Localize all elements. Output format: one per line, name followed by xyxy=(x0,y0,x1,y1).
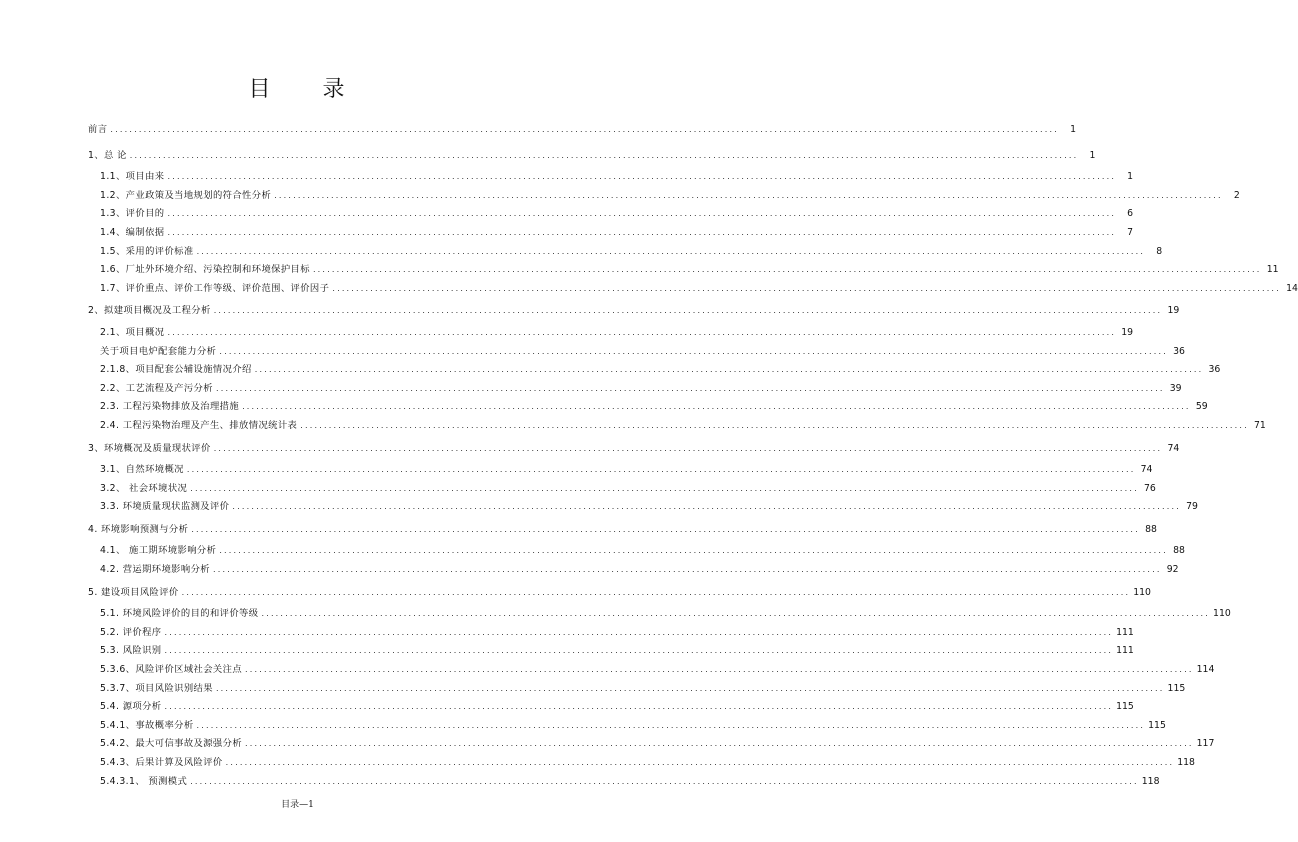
toc-entry[interactable] xyxy=(88,343,1185,362)
toc-dot-leader: ........................................................................................................................................................................................................ xyxy=(215,383,1165,393)
toc-entry-title: 1.6、厂址外环境介绍、污染控制和环境保护目标 xyxy=(100,264,310,276)
toc-dot-leader: ........................................................................................................................................................................................................ xyxy=(181,587,1131,597)
toc-dot-leader: ........................................................................................................................................................................................................ xyxy=(312,265,1262,275)
toc-dot-leader: ........................................................................................................................................................................................................ xyxy=(164,646,1114,656)
toc-entry[interactable] xyxy=(88,436,1180,462)
toc-page-number: 1 xyxy=(1127,171,1134,183)
toc-entry[interactable] xyxy=(88,698,1134,717)
toc-entry-title: 2.1.8、项目配套公辅设施情况介绍 xyxy=(100,364,252,376)
toc-entry[interactable] xyxy=(88,661,1215,680)
toc-dot-leader: ........................................................................................................................................................................................................ xyxy=(212,565,1162,575)
toc-entry-title: 前言 xyxy=(88,124,108,135)
toc-page-number: 1 xyxy=(1070,124,1076,135)
toc-entry[interactable] xyxy=(88,205,1134,224)
toc-dot-leader: ........................................................................................................................................................................................................ xyxy=(274,190,1223,200)
toc-page-number: 111 xyxy=(1116,626,1134,638)
toc-entry-title: 3.1、自然环境概况 xyxy=(100,464,184,476)
toc-page-number: 118 xyxy=(1141,775,1160,787)
toc-dot-leader: ........................................................................................................................................................................................................ xyxy=(213,443,1163,453)
toc-entry-title: 3、环境概况及质量现状评价 xyxy=(88,442,211,454)
toc-entry[interactable] xyxy=(88,561,1179,580)
toc-entry-title: 4.2. 营运期环境影响分析 xyxy=(100,564,210,576)
toc-entry[interactable] xyxy=(88,224,1134,243)
toc-page-number: 19 xyxy=(1167,305,1180,317)
toc-page-number: 88 xyxy=(1145,523,1157,535)
page-footer: 目录—1 xyxy=(281,800,314,810)
toc-entry-title: 5.4.1、事故概率分析 xyxy=(100,719,194,731)
toc-entry-title: 5.4. 源项分析 xyxy=(100,701,162,713)
toc-dot-leader: ........................................................................................................................................................................................................ xyxy=(261,609,1211,619)
toc-entry-title: 2.3. 工程污染物排放及治理措施 xyxy=(100,401,240,413)
toc-entry-title: 4. 环境影响预测与分析 xyxy=(88,523,189,535)
toc-page-number: 117 xyxy=(1196,738,1215,750)
toc-page-number: 74 xyxy=(1167,442,1180,454)
toc-dot-leader: ........................................................................................................................................................................................................ xyxy=(332,283,1281,293)
toc-entry[interactable] xyxy=(88,735,1215,754)
toc-entry-title: 4.1、 施工期环境影响分析 xyxy=(100,545,217,557)
toc-entry-title: 关于项目电炉配套能力分析 xyxy=(100,345,217,357)
toc-entry-title: 5.3. 风险识别 xyxy=(100,645,162,657)
toc-entry[interactable] xyxy=(88,498,1198,517)
toc-entry[interactable] xyxy=(88,243,1163,262)
toc-entry[interactable] xyxy=(88,773,1160,792)
toc-entry[interactable] xyxy=(88,261,1279,280)
toc-entry[interactable] xyxy=(88,380,1182,399)
toc-entry-title: 2.2、工艺流程及产污分析 xyxy=(100,382,213,394)
toc-entry[interactable] xyxy=(88,143,1096,169)
toc-page-number: 79 xyxy=(1186,501,1198,513)
toc-entry[interactable] xyxy=(88,187,1240,206)
toc-entry[interactable] xyxy=(88,680,1186,699)
toc-page-number: 59 xyxy=(1195,401,1208,413)
toc-entry[interactable] xyxy=(88,480,1156,499)
toc-dot-leader: ........................................................................................................................................................................................................ xyxy=(245,665,1194,675)
toc-dot-leader: ........................................................................................................................................................................................................ xyxy=(219,346,1168,356)
toc-dot-leader: ........................................................................................................................................................................................................ xyxy=(219,546,1168,556)
toc-page-number: 14 xyxy=(1286,282,1298,294)
toc-page-number: 110 xyxy=(1133,586,1151,598)
toc-page-number: 115 xyxy=(1148,719,1166,731)
toc-page-number: 74 xyxy=(1140,464,1153,476)
toc-entry[interactable] xyxy=(88,580,1151,606)
toc-dot-leader: ........................................................................................................................................................................................................ xyxy=(190,483,1139,493)
toc-entry[interactable] xyxy=(88,754,1195,773)
toc-entry[interactable] xyxy=(88,717,1166,736)
toc-dot-leader: ........................................................................................................................................................................................................ xyxy=(129,150,1079,160)
toc-dot-leader: ........................................................................................................................................................................................................ xyxy=(167,327,1117,337)
toc-entry-title: 5.3.6、风险评价区域社会关注点 xyxy=(100,664,243,676)
toc-entry-title: 1.4、编制依据 xyxy=(100,226,165,238)
toc-entry[interactable] xyxy=(88,517,1157,543)
toc-dot-leader: ........................................................................................................................................................................................................ xyxy=(164,702,1114,712)
toc-dot-leader: ........................................................................................................................................................................................................ xyxy=(300,420,1249,430)
toc-dot-leader: ........................................................................................................................................................................................................ xyxy=(110,125,1059,134)
toc-entry-title: 1.5、采用的评价标准 xyxy=(100,245,194,257)
toc-page-number: 6 xyxy=(1127,208,1134,220)
toc-entry-title: 1.1、项目由来 xyxy=(100,171,165,183)
toc-page-number: 71 xyxy=(1254,419,1266,431)
toc-entry-title: 5.1. 环境风险评价的目的和评价等级 xyxy=(100,608,259,620)
toc-page-number: 114 xyxy=(1196,664,1215,676)
toc-page-number: 11 xyxy=(1266,264,1279,276)
toc-page-number: 111 xyxy=(1116,645,1134,657)
toc-entry[interactable] xyxy=(88,461,1153,480)
toc-entry-title: 5.4.3、后果计算及风险评价 xyxy=(100,757,223,768)
toc-dot-leader: ........................................................................................................................................................................................................ xyxy=(242,402,1191,412)
toc-entry-title: 2.4. 工程污染物治理及产生、排放情况统计表 xyxy=(100,419,298,431)
toc-page-number: 8 xyxy=(1156,245,1163,257)
table-of-contents xyxy=(88,117,1298,791)
toc-entry[interactable] xyxy=(88,324,1134,343)
toc-page-number: 2 xyxy=(1233,189,1240,201)
toc-entry[interactable] xyxy=(88,168,1134,187)
toc-page-number: 36 xyxy=(1173,345,1185,357)
toc-page-number: 39 xyxy=(1169,382,1182,394)
toc-dot-leader: ........................................................................................................................................................................................................ xyxy=(186,465,1136,475)
toc-dot-leader: ........................................................................................................................................................................................................ xyxy=(167,172,1117,182)
page-title-char-2: 录 xyxy=(322,77,347,102)
toc-entry[interactable] xyxy=(88,605,1231,624)
toc-page-number: 88 xyxy=(1173,545,1185,557)
toc-dot-leader: ........................................................................................................................................................................................................ xyxy=(254,365,1204,375)
toc-dot-leader: ........................................................................................................................................................................................................ xyxy=(196,720,1146,730)
toc-entry-title: 1、总 论 xyxy=(88,149,127,161)
toc-page-number: 19 xyxy=(1121,326,1134,338)
toc-page-number: 7 xyxy=(1127,226,1134,238)
toc-dot-leader: ........................................................................................................................................................................................................ xyxy=(232,502,1181,512)
toc-entry-title: 2、拟建项目概况及工程分析 xyxy=(88,305,211,317)
toc-entry-title: 5. 建设项目风险评价 xyxy=(88,586,179,598)
toc-entry-title: 3.2、 社会环境状况 xyxy=(100,482,188,494)
toc-dot-leader: ........................................................................................................................................................................................................ xyxy=(167,209,1117,219)
toc-entry-title: 1.7、评价重点、评价工作等级、评价范围、评价因子 xyxy=(100,282,330,294)
toc-entry-title: 5.2. 评价程序 xyxy=(100,626,162,638)
toc-entry[interactable] xyxy=(88,280,1298,299)
toc-entry[interactable] xyxy=(88,398,1208,417)
toc-entry-title: 5.3.7、项目风险识别结果 xyxy=(100,682,213,694)
toc-page-number: 92 xyxy=(1166,564,1179,576)
toc-dot-leader: ........................................................................................................................................................................................................ xyxy=(213,306,1163,316)
toc-dot-leader: ........................................................................................................................................................................................................ xyxy=(190,776,1139,786)
page-title xyxy=(0,72,595,103)
toc-page-number: 1 xyxy=(1089,149,1096,161)
toc-entry-title: 3.3. 环境质量现状监测及评价 xyxy=(100,501,230,513)
toc-entry[interactable] xyxy=(88,624,1134,643)
toc-dot-leader: ........................................................................................................................................................................................................ xyxy=(245,739,1194,749)
toc-page-number: 76 xyxy=(1143,482,1156,494)
toc-page-number: 115 xyxy=(1116,701,1134,713)
toc-entry[interactable] xyxy=(88,542,1185,561)
toc-dot-leader: ........................................................................................................................................................................................................ xyxy=(191,524,1140,534)
toc-entry[interactable] xyxy=(88,642,1134,661)
toc-entry-title: 1.2、产业政策及当地规划的符合性分析 xyxy=(100,189,272,201)
toc-dot-leader: ........................................................................................................................................................................................................ xyxy=(167,227,1117,237)
page-title-char-1: 目 xyxy=(248,77,273,102)
toc-dot-leader: ........................................................................................................................................................................................................ xyxy=(215,683,1165,693)
toc-page-number: 110 xyxy=(1213,608,1231,620)
toc-page-number: 36 xyxy=(1208,364,1221,376)
toc-entry-title: 5.4.3.1、 预测模式 xyxy=(100,775,188,787)
toc-entry[interactable] xyxy=(88,417,1266,436)
toc-entry-title: 2.1、项目概况 xyxy=(100,326,165,338)
toc-dot-leader: ........................................................................................................................................................................................................ xyxy=(225,758,1175,767)
toc-page-number: 118 xyxy=(1177,757,1195,768)
toc-entry-title: 1.3、评价目的 xyxy=(100,208,165,220)
toc-dot-leader: ........................................................................................................................................................................................................ xyxy=(196,246,1146,256)
toc-dot-leader: ........................................................................................................................................................................................................ xyxy=(164,627,1114,637)
toc-entry[interactable] xyxy=(88,361,1221,380)
toc-entry[interactable] xyxy=(88,117,1076,143)
toc-page-number: 115 xyxy=(1167,682,1186,694)
toc-entry[interactable] xyxy=(88,298,1180,324)
toc-entry-title: 5.4.2、最大可信事故及源强分析 xyxy=(100,738,243,750)
